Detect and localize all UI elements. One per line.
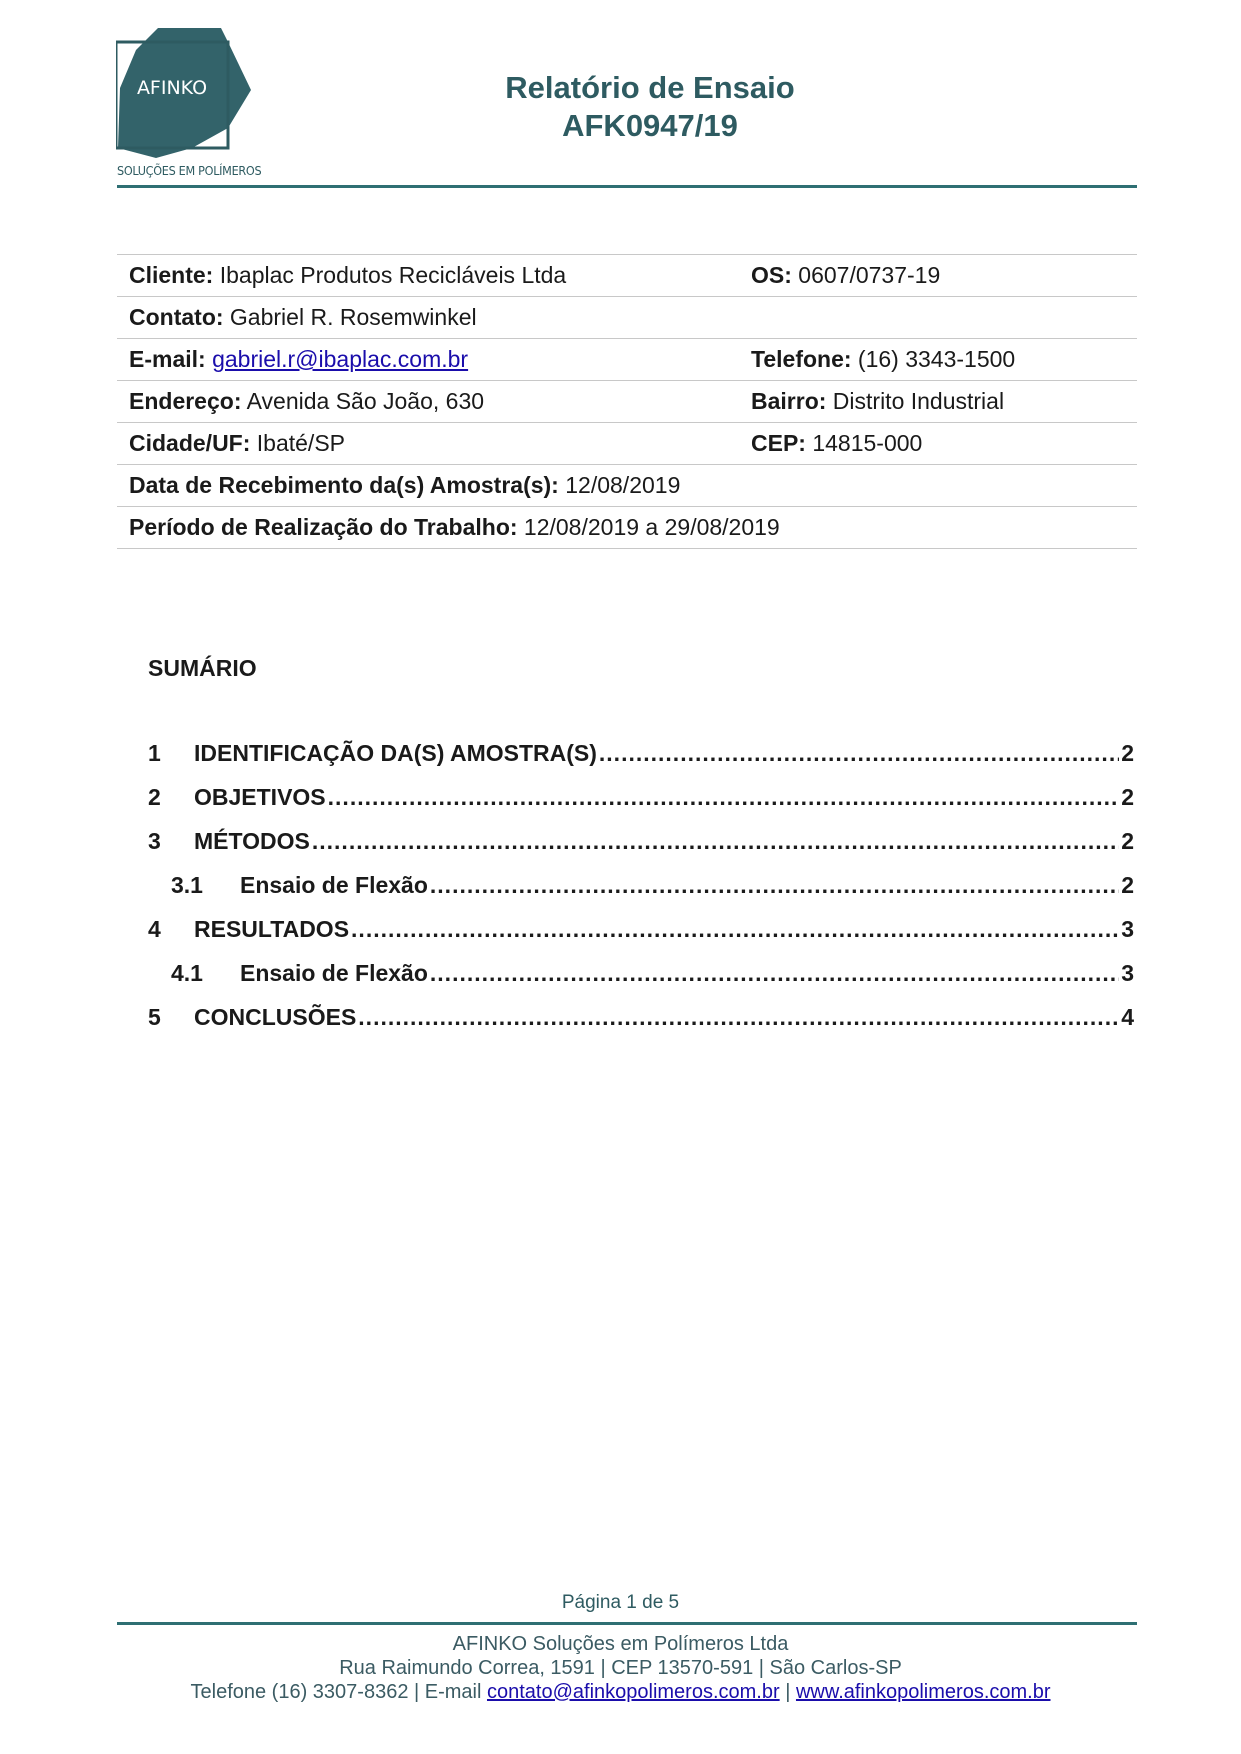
os-label: OS: [751,262,792,288]
logo-wordmark: AFINKO [136,77,208,99]
toc-entry-page: 4 [1121,1004,1134,1030]
toc-leader-dots [351,916,1119,943]
footer-email-link[interactable]: contato@afinkopolimeros.com.br [486,1681,780,1703]
afinko-logo [116,28,276,183]
recebimento-value: 12/08/2019 [565,472,681,498]
summary-heading: SUMÁRIO [148,655,257,681]
footer-separator: | [785,1681,791,1703]
toc-entry-title: Ensaio de Flexão [240,960,428,986]
cliente-cell [117,255,739,297]
contato-label: Contato: [129,304,224,330]
empty-cell [739,297,1137,339]
endereco-label: Endereço: [129,388,242,414]
toc-entry[interactable] [148,784,1134,828]
page-footer [0,1632,1241,1704]
toc-entry-page: 3 [1121,960,1134,986]
periodo-cell [117,507,1137,549]
info-row [117,255,1137,297]
telefone-value: (16) 3343-1500 [857,346,1016,372]
os-cell [739,255,1137,297]
info-row [117,423,1137,465]
toc-entry-page: 2 [1121,784,1134,810]
report-title: Relatório de Ensaio [505,70,795,105]
toc-entry[interactable] [148,740,1134,784]
footer-divider [117,1622,1137,1625]
os-value: 0607/0737-19 [798,262,941,288]
periodo-label: Período de Realização do Trabalho: [129,514,518,540]
logo-tagline: SOLUÇÕES EM POLÍMEROS [117,163,262,178]
toc-entry-page: 2 [1121,828,1134,854]
toc-leader-dots [599,740,1119,767]
info-row [117,465,1137,507]
info-row [117,339,1137,381]
bairro-label: Bairro: [751,388,827,414]
header-divider [117,185,1137,188]
toc-entry-title: IDENTIFICAÇÃO DA(S) AMOSTRA(S) [194,740,597,766]
toc-entry-page: 2 [1121,740,1134,766]
toc-entry-number: 3 [148,828,161,854]
toc-entry-title: OBJETIVOS [194,784,326,810]
toc-entry-number: 3.1 [171,872,203,898]
footer-phone: Telefone (16) 3307-8362 | E-mail [190,1681,482,1703]
email-cell [117,339,739,381]
info-row [117,507,1137,549]
toc-entry-title: RESULTADOS [194,916,350,942]
footer-website-link[interactable]: www.afinkopolimeros.com.br [795,1681,1051,1703]
cep-value: 14815-000 [812,430,923,456]
toc-entry-page: 2 [1121,872,1134,898]
email-label: E-mail: [129,346,206,372]
toc-leader-dots [430,960,1119,987]
table-of-contents [148,740,1134,1048]
toc-entry-title: MÉTODOS [194,828,310,854]
toc-entry-number: 2 [148,784,161,810]
toc-entry-page: 3 [1121,916,1134,942]
telefone-label: Telefone: [751,346,852,372]
telefone-cell [739,339,1137,381]
toc-leader-dots [358,1004,1119,1031]
report-code: AFK0947/19 [562,108,738,143]
email-link[interactable]: gabriel.r@ibaplac.com.br [212,346,469,372]
toc-subentry[interactable] [148,960,1134,1004]
toc-entry[interactable] [148,828,1134,872]
endereco-value: Avenida São João, 630 [246,388,485,414]
endereco-cell [117,381,739,423]
cidade-cell [117,423,739,465]
toc-leader-dots [430,872,1119,899]
toc-entry-number: 4.1 [171,960,203,986]
footer-company: AFINKO Soluções em Polímeros Ltda [452,1633,789,1655]
cidade-label: Cidade/UF: [129,430,251,456]
bairro-cell [739,381,1137,423]
toc-entry-number: 4 [148,916,161,942]
footer-address: Rua Raimundo Correa, 1591 | CEP 13570-591 | São Carlos-SP [339,1657,902,1679]
toc-entry-number: 1 [148,740,161,766]
cidade-value: Ibaté/SP [256,430,346,456]
toc-entry[interactable] [148,916,1134,960]
toc-entry-title: CONCLUSÕES [194,1004,357,1030]
cliente-label: Cliente: [129,262,214,288]
periodo-value: 12/08/2019 a 29/08/2019 [523,514,780,540]
contato-value: Gabriel R. Rosemwinkel [229,304,477,330]
footer-contact-line [0,1680,1241,1704]
page-indicator: Página 1 de 5 [561,1592,680,1613]
toc-leader-dots [312,828,1119,855]
logo-mark-icon [116,28,276,183]
recebimento-label: Data de Recebimento da(s) Amostra(s): [129,472,559,498]
info-row [117,297,1137,339]
cliente-value: Ibaplac Produtos Recicláveis Ltda [219,262,567,288]
contato-cell [117,297,739,339]
toc-leader-dots [328,784,1120,811]
cep-label: CEP: [751,430,806,456]
client-info-table [117,254,1137,549]
bairro-value: Distrito Industrial [832,388,1005,414]
toc-entry-title: Ensaio de Flexão [240,872,428,898]
info-row [117,381,1137,423]
toc-entry[interactable] [148,1004,1134,1048]
cep-cell [739,423,1137,465]
toc-entry-number: 5 [148,1004,161,1030]
toc-subentry[interactable] [148,872,1134,916]
recebimento-cell [117,465,1137,507]
